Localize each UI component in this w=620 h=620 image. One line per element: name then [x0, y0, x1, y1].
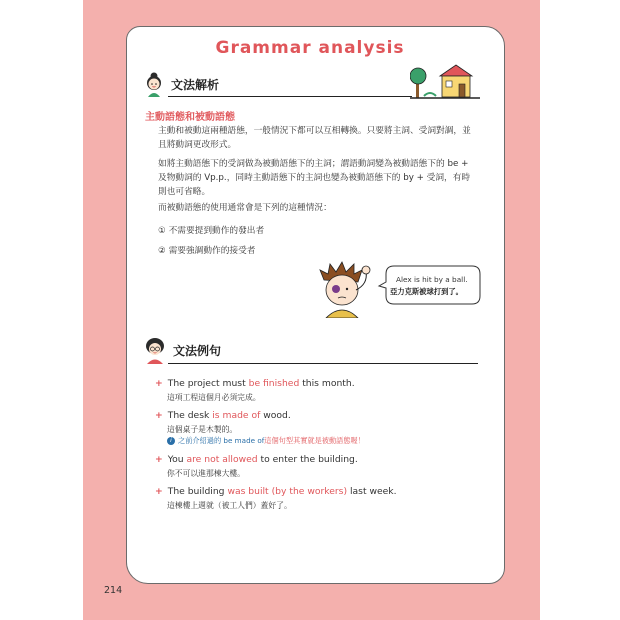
house-tree-icon [410, 62, 480, 100]
section-rule [168, 96, 412, 97]
note: i 之前介紹過的 be made of 這個句型其實就是被動語態喔！ [167, 436, 365, 446]
plus-icon: + [155, 486, 163, 497]
paragraph-1: 主動和被動這兩種語態，一般情況下都可以互相轉換。只要將主詞、受詞對調，並且將動詞更改形式。 [158, 126, 471, 150]
speech-bubble [382, 266, 478, 306]
translation: 這棟樓上週就（被工人們）蓋好了。 [167, 501, 292, 510]
list-text: 不需要提到動作的發出者 [168, 226, 265, 236]
plus-icon: + [155, 378, 163, 389]
boy-hit-illustration-icon [316, 260, 384, 318]
plus-icon: + [155, 410, 163, 421]
plus-icon: + [155, 454, 163, 465]
section-heading: 文法例句 [173, 343, 222, 358]
translation: 你不可以進那棟大樓。 [167, 469, 245, 478]
translation: 這項工程這個月必須完成。 [167, 393, 261, 402]
list-item [158, 244, 255, 256]
example-sentence: + The building was built (by the workers) last week. 這棟樓上週就（被工人們）蓋好了。 [155, 486, 485, 511]
highlight: are not allowed [186, 454, 258, 465]
bubble-english: Alex is hit by a ball. [396, 275, 468, 284]
bubble-chinese: 亞力克斯被球打到了。 [390, 287, 463, 296]
example-sentence: + You are not allowed to enter the building. 你不可以進那棟大樓。 [155, 454, 485, 479]
translation: 這個桌子是木製的。 [167, 425, 238, 434]
section-heading: 文法解析 [171, 77, 220, 92]
info-icon: i [167, 437, 175, 445]
example-sentence: + The desk is made of wood. 這個桌子是木製的。 [155, 410, 485, 435]
list-text: 需要強調動作的接受者 [168, 246, 256, 256]
teacher-avatar-icon [143, 336, 167, 364]
section-grammar-analysis-header [143, 70, 219, 98]
girl-avatar-icon [143, 70, 165, 98]
paragraph-3: 而被動語態的使用通常會是下列的這種情況： [158, 203, 332, 213]
subheading: 主動語態和被動語態 [145, 112, 235, 123]
list-item [158, 224, 264, 236]
list-marker: ② [158, 246, 166, 256]
example-sentence: + The project must be finished this month. 這項工程這個月必須完成。 [155, 378, 485, 403]
highlight: be finished [248, 378, 300, 389]
highlight: is made of [212, 410, 261, 421]
section-rule [168, 363, 478, 364]
paragraph-2: 如將主動語態下的受詞做為被動語態下的主詞；謂語動詞變為被動語態下的 be + 及物動詞的 Vp.p.，同時主動語態下的主詞也變為被動語態下的 by + 受詞，有時則也可省略。 [158, 159, 471, 197]
highlight: was built (by the workers) [227, 486, 348, 497]
page-title: Grammar analysis [215, 38, 405, 58]
page-number: 214 [104, 585, 123, 596]
list-marker: ① [158, 226, 166, 236]
section-example-sentences-header [143, 336, 221, 364]
